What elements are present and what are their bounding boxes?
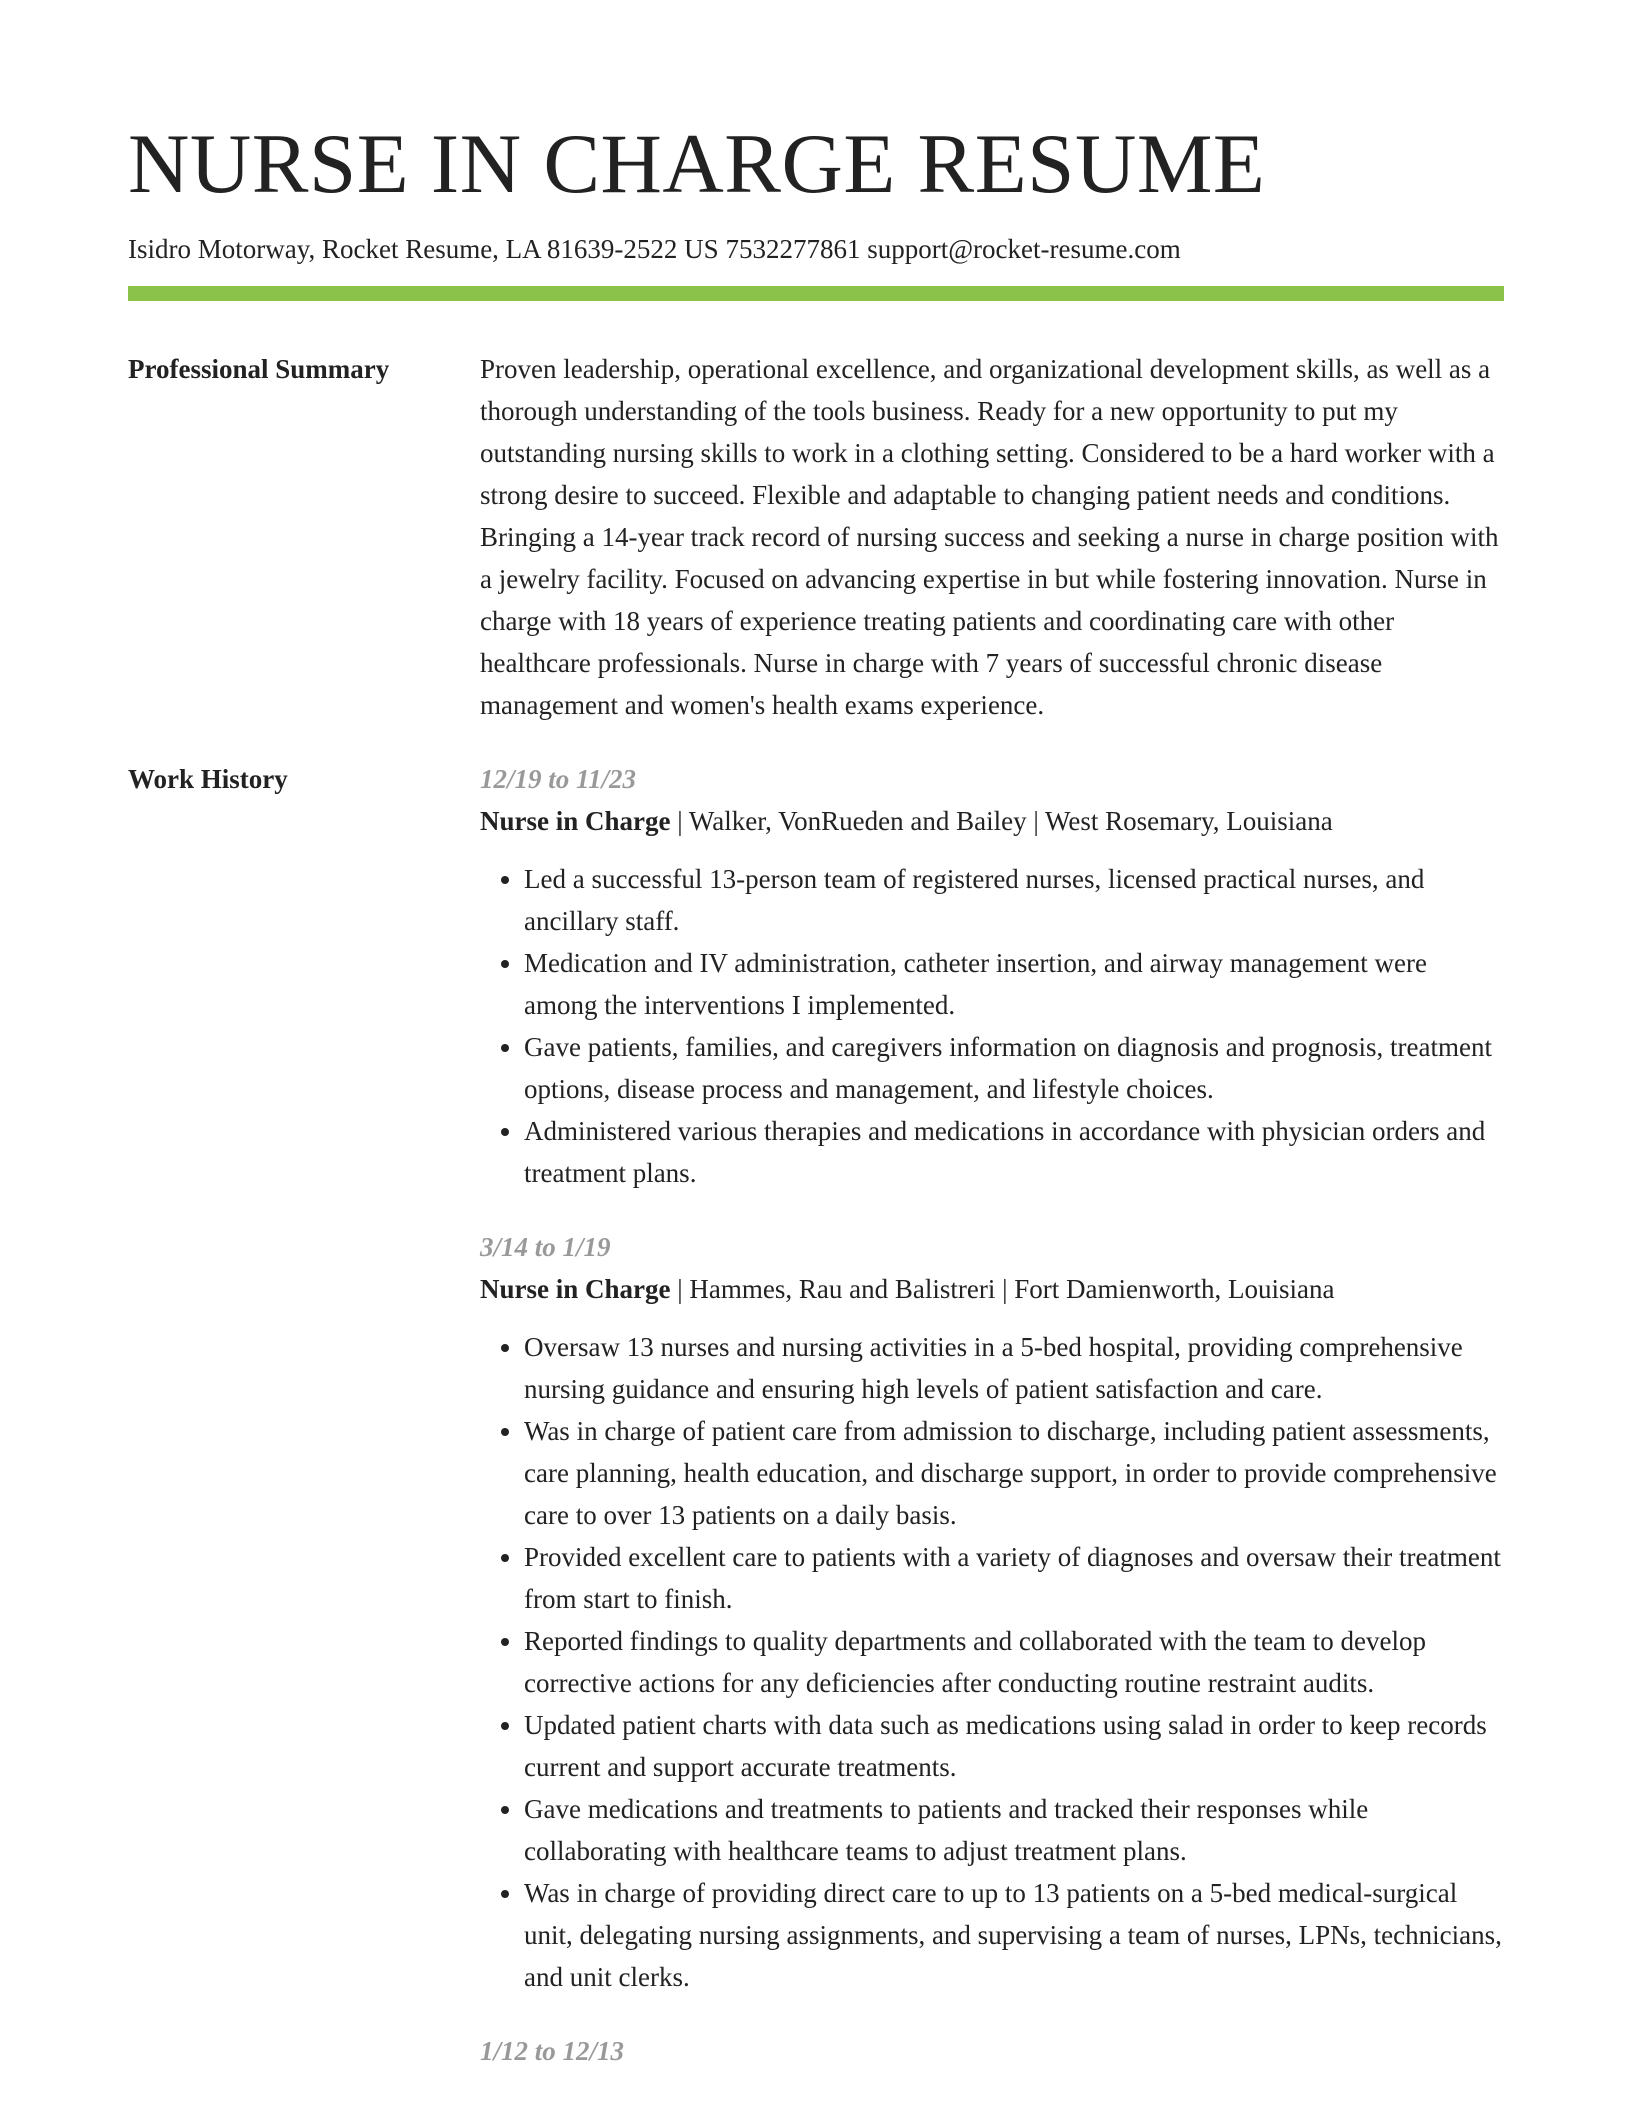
job-bullet: • Reported findings to quality departments and collaborated with the team to develop corrective actions for any deficiencies after conducting routine restraint audits.	[524, 1620, 1504, 1704]
section-label-work-history: Work History	[128, 764, 288, 794]
job-dates: 12/19 to 11/23	[480, 764, 637, 794]
job-bullet: • Oversaw 13 nurses and nursing activities in a 5-bed hospital, providing comprehensive nursing guidance and ensuring high levels of patient satisfaction and care.	[524, 1326, 1504, 1410]
job-heading	[480, 1268, 1504, 1310]
job-entry	[480, 758, 1504, 1194]
page-title: NURSE IN CHARGE RESUME	[128, 117, 1266, 211]
job-dates: 3/14 to 1/19	[480, 1232, 611, 1262]
job-bullet: • Administered various therapies and medications in accordance with physician orders and treatment plans.	[524, 1110, 1504, 1194]
job-bullet: • Was in charge of providing direct care to up to 13 patients on a 5-bed medical-surgical unit, delegating nursing assignments, and supervising a team of nurses, LPNs, technicians, and unit clerks.	[524, 1872, 1504, 1998]
contact-line: Isidro Motorway, Rocket Resume, LA 81639-2522 US 7532277861 support@rocket-resume.com	[128, 234, 1181, 264]
job-bullet-list	[480, 858, 1504, 1194]
job-company: Walker, VonRueden and Bailey	[688, 806, 1027, 836]
job-location: West Rosemary, Louisiana	[1045, 806, 1333, 836]
job-bullet: • Led a successful 13-person team of registered nurses, licensed practical nurses, and ancillary staff.	[524, 858, 1504, 942]
job-bullet: • Provided excellent care to patients with a variety of diagnoses and oversaw their treatment from start to finish.	[524, 1536, 1504, 1620]
header-divider	[128, 286, 1504, 301]
job-bullet-list	[480, 1326, 1504, 1998]
summary-body	[480, 348, 1504, 726]
job-bullet: • Medication and IV administration, catheter insertion, and airway management were among the interventions I implemented.	[524, 942, 1504, 1026]
job-bullet: • Gave medications and treatments to patients and tracked their responses while collaborating with healthcare teams to adjust treatment plans.	[524, 1788, 1504, 1872]
job-entry	[480, 2030, 1504, 2072]
section-label-professional-summary: Professional Summary	[128, 354, 390, 384]
job-dates: 1/12 to 12/13	[480, 2036, 625, 2066]
job-title: Nurse in Charge	[480, 806, 671, 836]
job-bullet: • Was in charge of patient care from admission to discharge, including patient assessments, care planning, health education, and discharge support, in order to provide comprehensive care to over 13 patients on a daily basis.	[524, 1410, 1504, 1536]
job-location: Fort Damienworth, Louisiana	[1014, 1274, 1335, 1304]
job-company: Hammes, Rau and Balistreri	[689, 1274, 996, 1304]
job-entry	[480, 1226, 1504, 1998]
job-title: Nurse in Charge	[480, 1274, 671, 1304]
job-separator: |	[995, 1274, 1015, 1304]
job-separator: |	[670, 1274, 690, 1304]
job-separator: |	[1026, 806, 1046, 836]
work-history-body	[480, 758, 1504, 2104]
summary-text: Proven leadership, operational excellence, and organizational development skills, as well as a thorough understanding of the tools business. Ready for a new opportunity to put my outstanding nursing skills to work in a clothing setting. Considered to be a hard worker with a strong desire to succeed. Flexible and adaptable to changing patient needs and conditions. Bringing a 14-year track record of nursing success and seeking a nurse in charge position with a jewelry facility. Focused on advancing expertise in but while fostering innovation. Nurse in charge with 18 years of experience treating patients and coordinating care with other healthcare professionals. Nurse in charge with 7 years of successful chronic disease management and women's health exams experience.	[480, 354, 1499, 720]
job-bullet: • Gave patients, families, and caregivers information on diagnosis and prognosis, treatment options, disease process and management, and lifestyle choices.	[524, 1026, 1504, 1110]
job-separator: |	[670, 806, 689, 836]
job-heading	[480, 800, 1504, 842]
job-bullet: • Updated patient charts with data such as medications using salad in order to keep records current and support accurate treatments.	[524, 1704, 1504, 1788]
